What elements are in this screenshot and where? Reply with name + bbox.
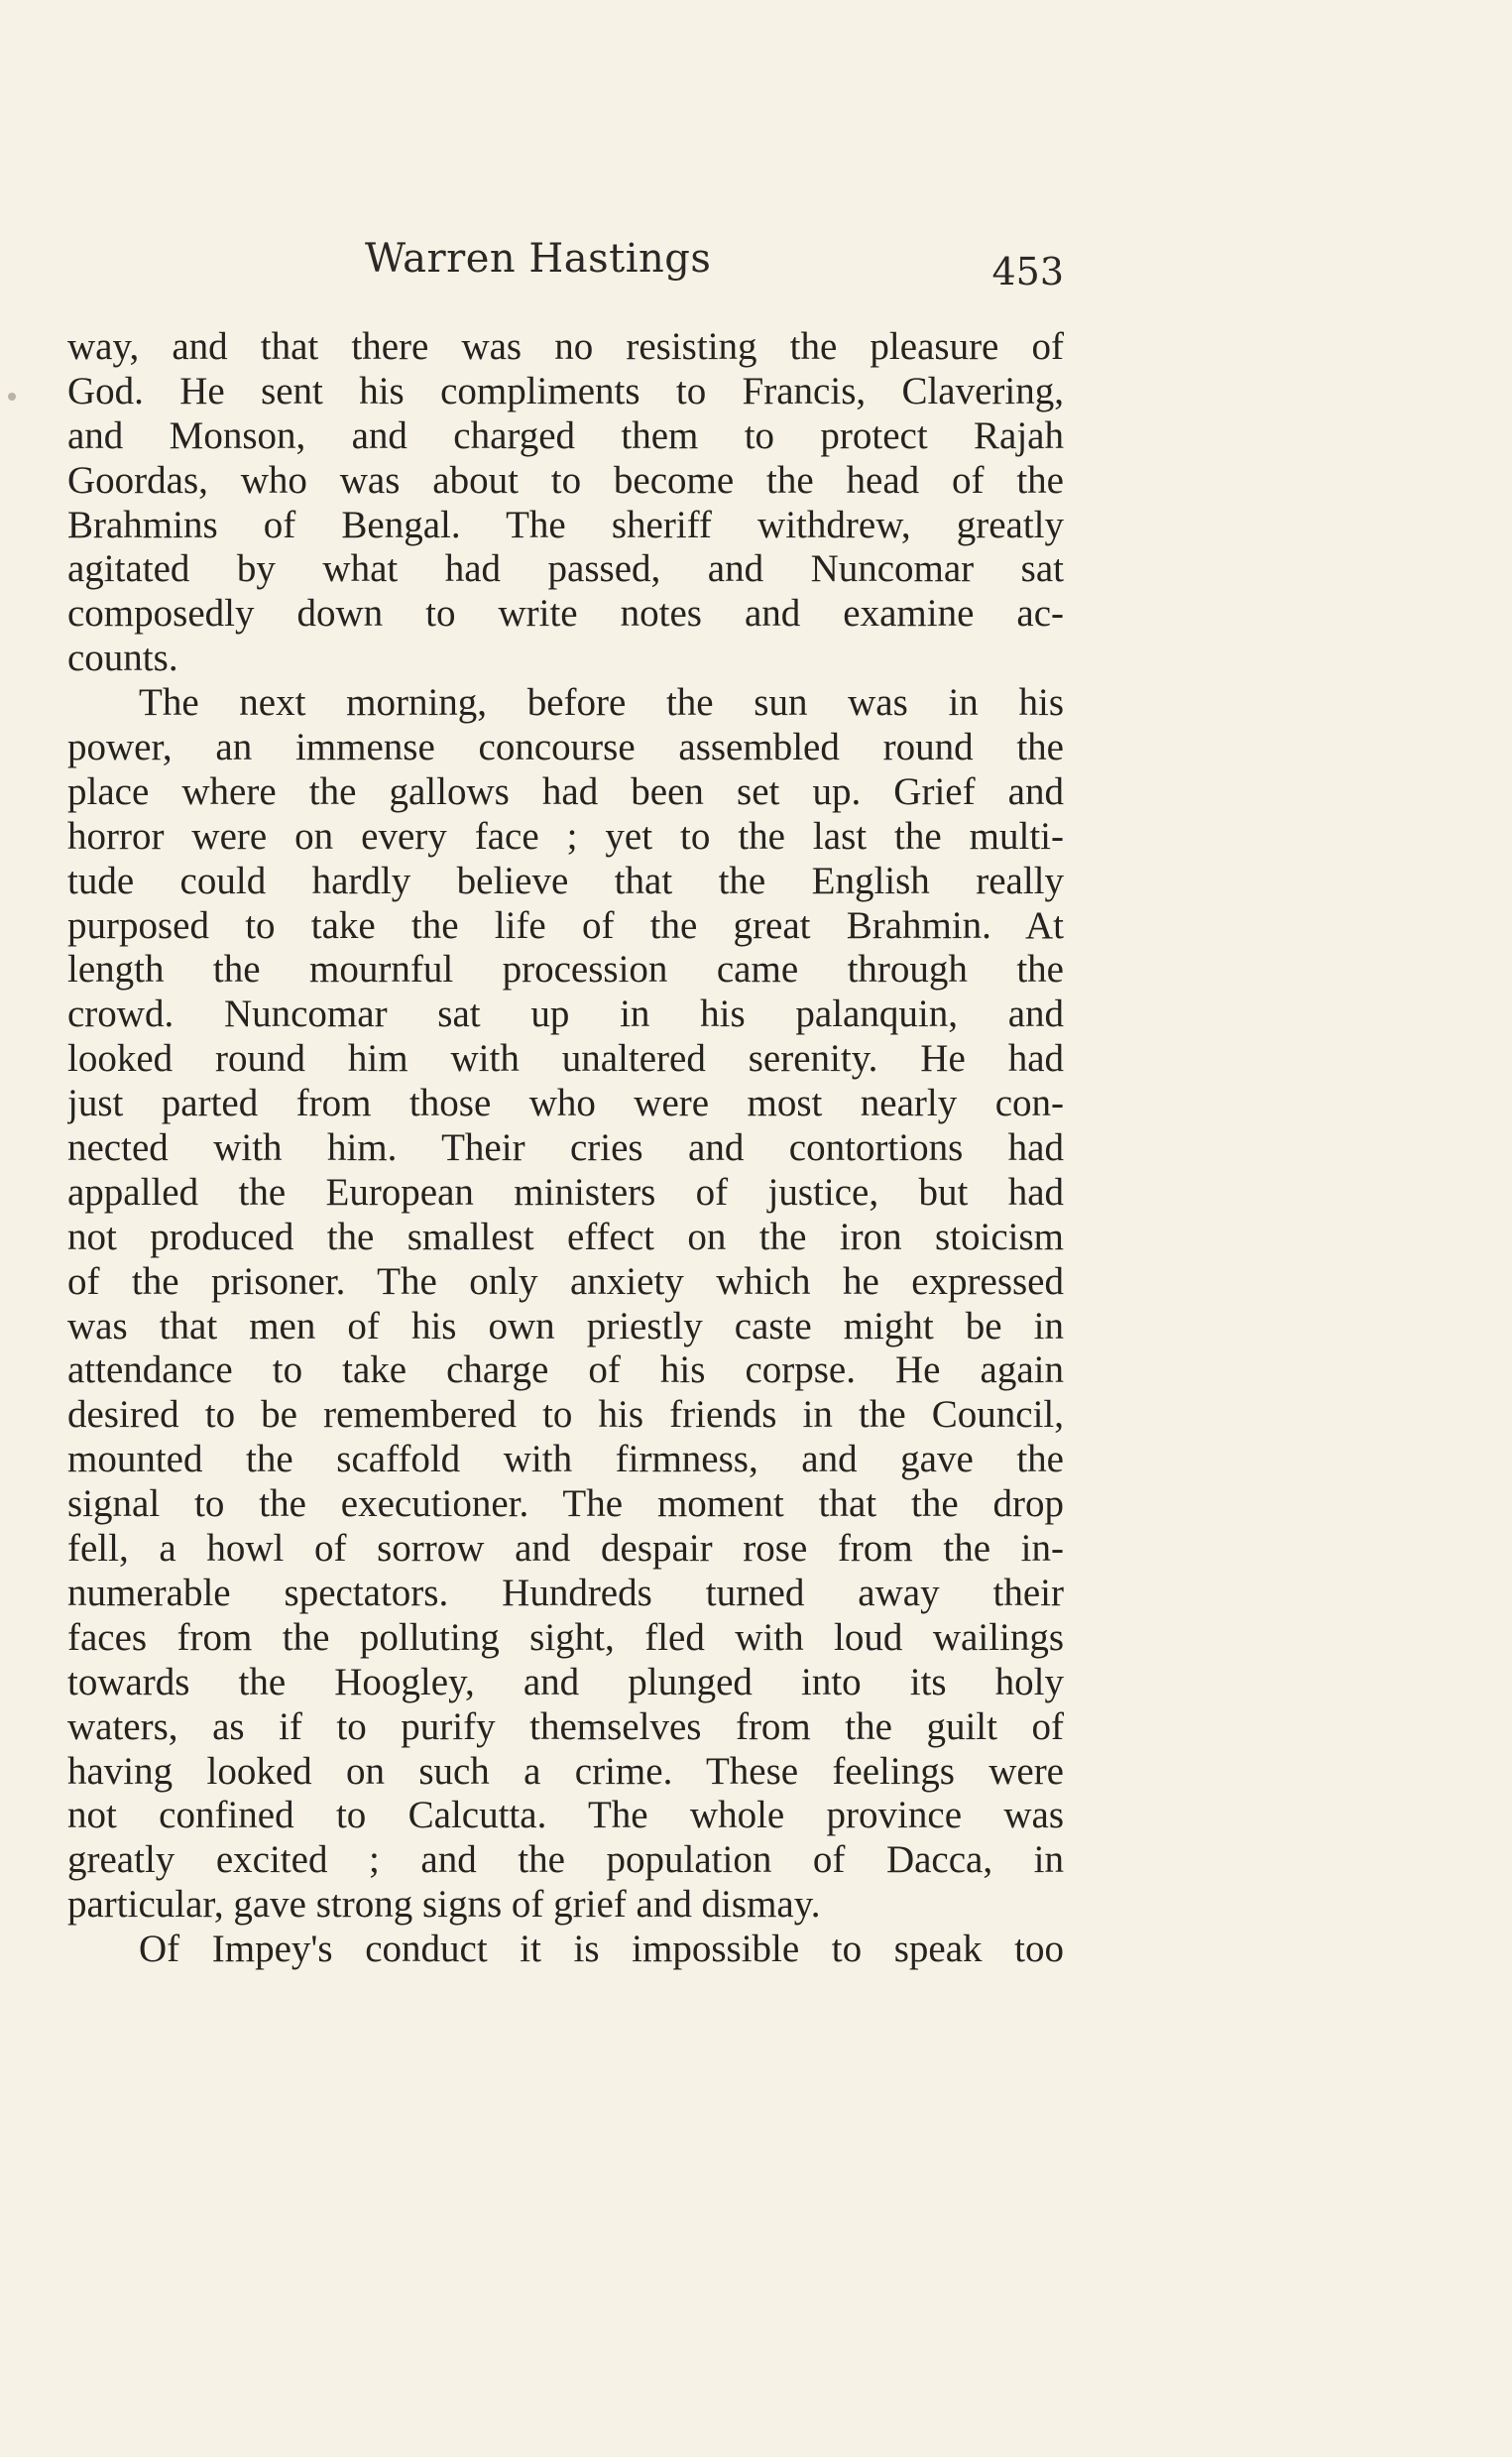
text-line: Goordas, who was about to become the head of the [67, 458, 1064, 502]
body-text [67, 325, 1064, 1972]
text-line: attendance to take charge of his corpse. He again [67, 1348, 1064, 1392]
text-line: fell, a howl of sorrow and despair rose from the in- [67, 1527, 1064, 1571]
text-line: just parted from those who were most nearly con- [67, 1082, 1064, 1125]
text-line: having looked on such a crime. These feelings were [67, 1749, 1064, 1793]
text-line: agitated by what had passed, and Nuncomar sat [67, 547, 1064, 591]
text-line: mounted the scaffold with firmness, and gave the [67, 1438, 1064, 1481]
page-number: 453 [991, 250, 1064, 293]
text-line: and Monson, and charged them to protect Rajah [67, 413, 1064, 457]
paragraph-start-line: Of Impey's conduct it is impossible to speak too [139, 1928, 1064, 1971]
text-line: God. He sent his compliments to Francis, Clavering, [67, 369, 1064, 412]
text-line: looked round him with unaltered serenity. He had [67, 1037, 1064, 1081]
text-line: place where the gallows had been set up. Grief and [67, 769, 1064, 813]
text-line: length the mournful procession came through the [67, 948, 1064, 992]
text-line: signal to the executioner. The moment that the drop [67, 1482, 1064, 1526]
text-line: nected with him. Their cries and contortions had [67, 1126, 1064, 1170]
paragraph-start-line: The next morning, before the sun was in his [139, 681, 1064, 725]
text-line: counts. [67, 637, 178, 680]
text-line: desired to be remembered to his friends in the Council, [67, 1393, 1064, 1437]
text-line: faces from the polluting sight, fled with loud wailings [67, 1615, 1064, 1659]
text-line: numerable spectators. Hundreds turned away their [67, 1571, 1064, 1614]
text-line: tude could hardly believe that the English really [67, 859, 1064, 902]
running-head [67, 236, 1064, 295]
text-line: greatly excited ; and the population of Dacca, in [67, 1838, 1064, 1882]
text-line: Brahmins of Bengal. The sheriff withdrew, greatly [67, 503, 1064, 546]
text-line: purposed to take the life of the great Brahmin. At [67, 903, 1064, 947]
text-line: appalled the European ministers of justice, but had [67, 1170, 1064, 1214]
text-line: towards the Hoogley, and plunged into its holy [67, 1660, 1064, 1703]
text-line: horror were on every face ; yet to the last the multi- [67, 814, 1064, 858]
text-line: not produced the smallest effect on the iron stoicism [67, 1215, 1064, 1258]
page-speck [8, 393, 16, 401]
running-title: Warren Hastings [365, 236, 712, 282]
text-line: particular, gave strong signs of grief and dismay. [67, 1883, 821, 1927]
text-line: waters, as if to purify themselves from the guilt of [67, 1704, 1064, 1748]
text-line: not confined to Calcutta. The whole province was [67, 1794, 1064, 1837]
text-line: power, an immense concourse assembled round the [67, 726, 1064, 769]
text-line: way, and that there was no resisting the pleasure of [67, 325, 1064, 368]
text-line: composedly down to write notes and examine ac- [67, 592, 1064, 636]
text-line: was that men of his own priestly caste might be in [67, 1304, 1064, 1347]
text-line: crowd. Nuncomar sat up in his palanquin, and [67, 993, 1064, 1036]
text-line: of the prisoner. The only anxiety which he expressed [67, 1259, 1064, 1303]
